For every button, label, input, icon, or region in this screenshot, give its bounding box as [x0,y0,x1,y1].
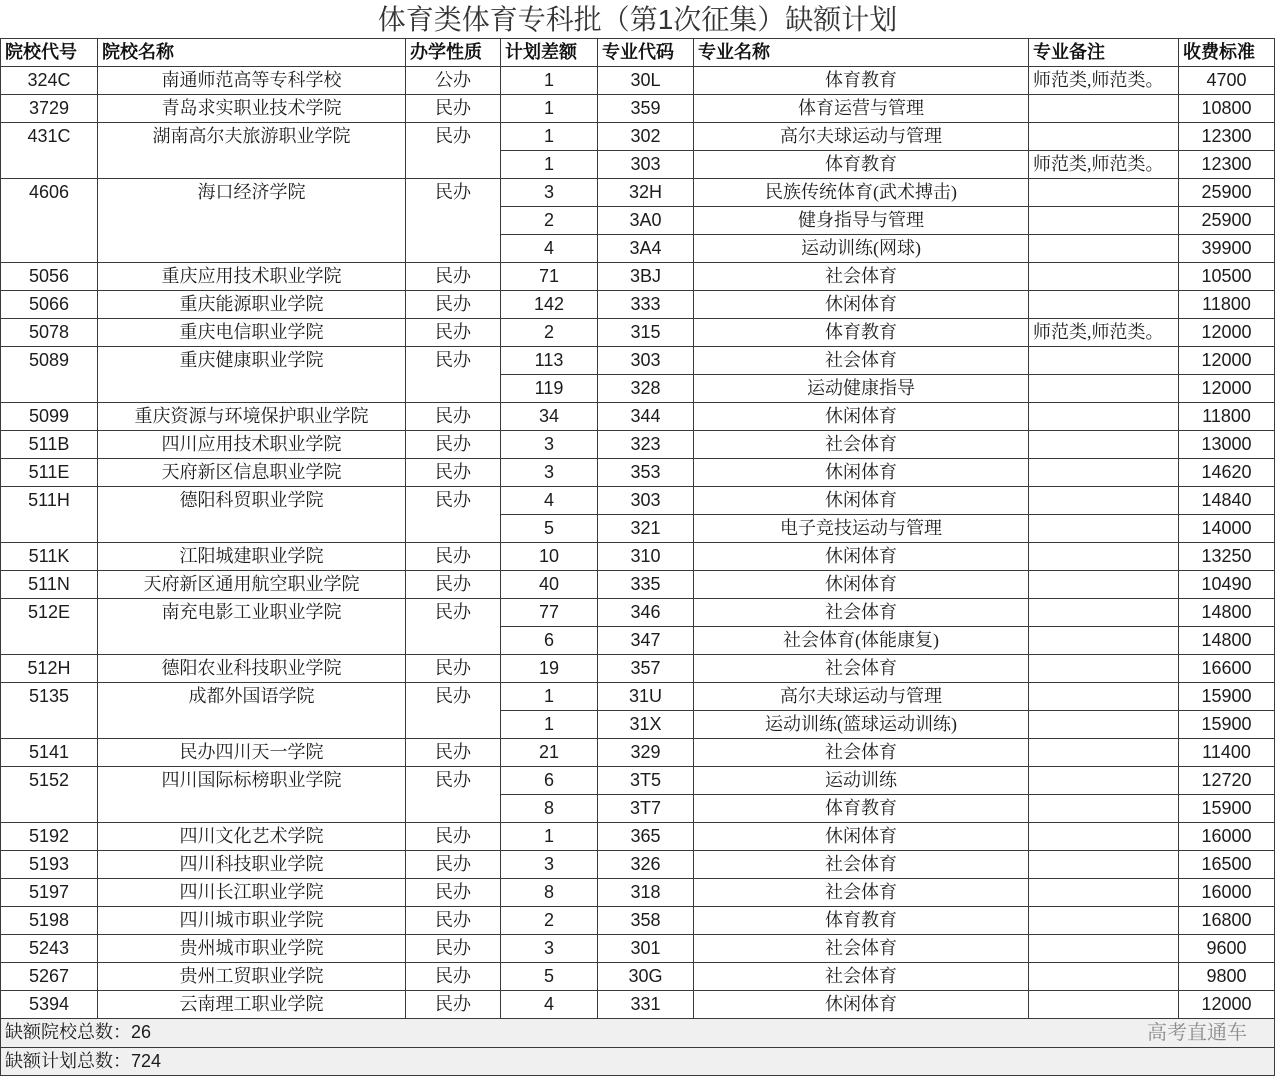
major-name-cell: 体育教育 [694,67,1029,95]
major-name-cell: 社会体育 [694,599,1029,627]
header-school-code: 院校代号 [1,39,98,67]
school-type-cell: 民办 [406,963,501,991]
school-name-cell: 青岛求实职业技术学院 [98,95,406,123]
major-code-cell: 318 [598,879,694,907]
school-code-cell: 324C [1,67,98,95]
major-name-cell: 社会体育 [694,263,1029,291]
major-note-cell [1029,347,1179,375]
school-name-cell: 天府新区信息职业学院 [98,459,406,487]
major-note-cell [1029,851,1179,879]
fee-cell: 16600 [1179,655,1275,683]
major-name-cell: 社会体育 [694,431,1029,459]
school-name-cell: 南通师范高等专科学校 [98,67,406,95]
major-name-cell: 运动训练(网球) [694,235,1029,263]
major-code-cell: 310 [598,543,694,571]
major-name-cell: 休闲体育 [694,291,1029,319]
major-note-cell [1029,683,1179,711]
school-code-cell: 5099 [1,403,98,431]
school-type-cell: 民办 [406,823,501,851]
fee-cell: 14000 [1179,515,1275,543]
table-row [1,571,1275,599]
table-row [1,403,1275,431]
school-type-cell: 民办 [406,655,501,683]
major-note-cell: 师范类,师范类。 [1029,67,1179,95]
school-type-cell: 民办 [406,431,501,459]
table-row [1,823,1275,851]
fee-cell: 15900 [1179,711,1275,739]
total-schools-label: 缺额院校总数： [5,1022,131,1042]
school-type-cell: 民办 [406,459,501,487]
major-name-cell: 电子竞技运动与管理 [694,515,1029,543]
plan-gap-cell: 1 [501,67,598,95]
table-row [1,543,1275,571]
plan-gap-cell: 2 [501,319,598,347]
table-row [1,431,1275,459]
major-code-cell: 335 [598,571,694,599]
table-row [1,123,1275,151]
major-name-cell: 社会体育 [694,347,1029,375]
major-note-cell [1029,403,1179,431]
major-name-cell: 社会体育 [694,879,1029,907]
major-note-cell [1029,123,1179,151]
total-plans-value: 724 [131,1051,162,1071]
fee-cell: 14620 [1179,459,1275,487]
major-note-cell [1029,375,1179,403]
major-name-cell: 健身指导与管理 [694,207,1029,235]
major-code-cell: 359 [598,95,694,123]
school-code-cell: 511K [1,543,98,571]
header-school-name: 院校名称 [98,39,406,67]
page-title: 体育类体育专科批（第1次征集）缺额计划 [377,4,898,35]
major-code-cell: 347 [598,627,694,655]
major-note-cell [1029,95,1179,123]
table-row [1,263,1275,291]
major-note-cell [1029,739,1179,767]
school-type-cell: 民办 [406,935,501,963]
plan-gap-cell: 1 [501,123,598,151]
school-name-cell: 重庆电信职业学院 [98,319,406,347]
major-code-cell: 346 [598,599,694,627]
school-type-cell: 民办 [406,319,501,347]
table-row [1,683,1275,711]
plan-gap-cell: 2 [501,907,598,935]
school-code-cell: 5267 [1,963,98,991]
school-type-cell: 民办 [406,767,501,823]
fee-cell: 10490 [1179,571,1275,599]
table-row [1,459,1275,487]
table-row [1,291,1275,319]
plan-gap-cell: 40 [501,571,598,599]
total-schools-value: 26 [131,1022,152,1042]
fee-cell: 10800 [1179,95,1275,123]
major-note-cell: 师范类,师范类。 [1029,151,1179,179]
fee-cell: 16000 [1179,823,1275,851]
school-type-cell: 民办 [406,599,501,655]
major-name-cell: 体育教育 [694,907,1029,935]
fee-cell: 16000 [1179,879,1275,907]
school-code-cell: 3729 [1,95,98,123]
footer-row-plans [1,1048,1275,1076]
school-type-cell: 民办 [406,487,501,543]
school-code-cell: 4606 [1,179,98,263]
school-name-cell: 德阳科贸职业学院 [98,487,406,543]
plan-gap-cell: 1 [501,683,598,711]
fee-cell: 13000 [1179,431,1275,459]
school-name-cell: 贵州工贸职业学院 [98,963,406,991]
fee-cell: 12300 [1179,151,1275,179]
plan-gap-cell: 3 [501,459,598,487]
major-code-cell: 326 [598,851,694,879]
school-code-cell: 511E [1,459,98,487]
school-type-cell: 民办 [406,879,501,907]
table-row [1,907,1275,935]
school-code-cell: 512H [1,655,98,683]
plan-gap-cell: 1 [501,95,598,123]
major-note-cell [1029,291,1179,319]
major-name-cell: 民族传统体育(武术搏击) [694,179,1029,207]
fee-cell: 14800 [1179,627,1275,655]
major-note-cell [1029,711,1179,739]
plan-gap-cell: 19 [501,655,598,683]
major-code-cell: 301 [598,935,694,963]
school-code-cell: 5078 [1,319,98,347]
major-note-cell [1029,991,1179,1019]
major-name-cell: 社会体育 [694,655,1029,683]
school-code-cell: 5089 [1,347,98,403]
fee-cell: 13250 [1179,543,1275,571]
major-name-cell: 体育教育 [694,319,1029,347]
fee-cell: 9600 [1179,935,1275,963]
major-code-cell: 31X [598,711,694,739]
major-note-cell [1029,235,1179,263]
major-code-cell: 358 [598,907,694,935]
total-plans-cell [1,1048,1275,1076]
school-name-cell: 湖南高尔夫旅游职业学院 [98,123,406,179]
school-name-cell: 重庆能源职业学院 [98,291,406,319]
major-name-cell: 社会体育 [694,739,1029,767]
major-note-cell [1029,179,1179,207]
major-name-cell: 休闲体育 [694,823,1029,851]
school-name-cell: 四川国际标榜职业学院 [98,767,406,823]
major-note-cell [1029,263,1179,291]
school-type-cell: 民办 [406,543,501,571]
school-code-cell: 5243 [1,935,98,963]
school-name-cell: 四川科技职业学院 [98,851,406,879]
plan-gap-cell: 5 [501,515,598,543]
plan-gap-cell: 77 [501,599,598,627]
plan-gap-cell: 34 [501,403,598,431]
table-row [1,179,1275,207]
school-code-cell: 5066 [1,291,98,319]
major-name-cell: 休闲体育 [694,459,1029,487]
school-type-cell: 民办 [406,739,501,767]
plan-gap-cell: 3 [501,431,598,459]
table-row [1,991,1275,1019]
plan-gap-cell: 3 [501,851,598,879]
fee-cell: 4700 [1179,67,1275,95]
plan-gap-cell: 113 [501,347,598,375]
table-row [1,599,1275,627]
school-code-cell: 5152 [1,767,98,823]
plan-gap-cell: 2 [501,207,598,235]
major-note-cell [1029,571,1179,599]
major-name-cell: 体育教育 [694,151,1029,179]
major-note-cell [1029,963,1179,991]
plan-gap-cell: 4 [501,991,598,1019]
major-code-cell: 3BJ [598,263,694,291]
major-code-cell: 3T7 [598,795,694,823]
header-fee: 收费标准 [1179,39,1275,67]
school-name-cell: 德阳农业科技职业学院 [98,655,406,683]
major-code-cell: 303 [598,151,694,179]
school-type-cell: 公办 [406,67,501,95]
major-note-cell [1029,431,1179,459]
fee-cell: 12720 [1179,767,1275,795]
footer-row-schools [1,1019,1275,1048]
major-code-cell: 302 [598,123,694,151]
major-code-cell: 30G [598,963,694,991]
table-row [1,935,1275,963]
fee-cell: 11800 [1179,291,1275,319]
table-row [1,851,1275,879]
plan-gap-cell: 8 [501,879,598,907]
plan-gap-cell: 119 [501,375,598,403]
major-code-cell: 344 [598,403,694,431]
major-code-cell: 303 [598,487,694,515]
fee-cell: 11800 [1179,403,1275,431]
major-note-cell [1029,515,1179,543]
fee-cell: 10500 [1179,263,1275,291]
fee-cell: 12000 [1179,319,1275,347]
major-code-cell: 3A4 [598,235,694,263]
table-row [1,95,1275,123]
school-type-cell: 民办 [406,403,501,431]
school-name-cell: 南充电影工业职业学院 [98,599,406,655]
major-name-cell: 休闲体育 [694,543,1029,571]
major-name-cell: 休闲体育 [694,991,1029,1019]
plan-gap-cell: 6 [501,627,598,655]
major-note-cell [1029,935,1179,963]
major-note-cell [1029,655,1179,683]
major-code-cell: 30L [598,67,694,95]
fee-cell: 14840 [1179,487,1275,515]
major-note-cell [1029,543,1179,571]
table-row [1,767,1275,795]
major-note-cell [1029,767,1179,795]
fee-cell: 16500 [1179,851,1275,879]
major-code-cell: 323 [598,431,694,459]
school-type-cell: 民办 [406,263,501,291]
major-name-cell: 社会体育 [694,935,1029,963]
major-name-cell: 体育运营与管理 [694,95,1029,123]
school-name-cell: 天府新区通用航空职业学院 [98,571,406,599]
fee-cell: 12000 [1179,991,1275,1019]
header-major-code: 专业代码 [598,39,694,67]
school-name-cell: 重庆应用技术职业学院 [98,263,406,291]
major-note-cell [1029,795,1179,823]
fee-cell: 12000 [1179,375,1275,403]
school-code-cell: 512E [1,599,98,655]
fee-cell: 16800 [1179,907,1275,935]
plan-gap-cell: 1 [501,823,598,851]
fee-cell: 9800 [1179,963,1275,991]
school-code-cell: 5198 [1,907,98,935]
school-type-cell: 民办 [406,95,501,123]
major-name-cell: 休闲体育 [694,403,1029,431]
fee-cell: 15900 [1179,795,1275,823]
major-code-cell: 328 [598,375,694,403]
plan-gap-cell: 3 [501,179,598,207]
plan-gap-cell: 8 [501,795,598,823]
fee-cell: 14800 [1179,599,1275,627]
fee-cell: 12000 [1179,347,1275,375]
plan-gap-cell: 10 [501,543,598,571]
table-row [1,347,1275,375]
major-code-cell: 357 [598,655,694,683]
total-schools-cell [1,1019,1275,1048]
plan-gap-cell: 3 [501,935,598,963]
school-type-cell: 民办 [406,347,501,403]
school-code-cell: 511H [1,487,98,543]
plan-gap-cell: 4 [501,235,598,263]
school-code-cell: 5394 [1,991,98,1019]
major-note-cell [1029,207,1179,235]
school-code-cell: 5135 [1,683,98,739]
plan-table [0,38,1275,1076]
major-code-cell: 315 [598,319,694,347]
school-type-cell: 民办 [406,291,501,319]
school-code-cell: 511B [1,431,98,459]
plan-gap-cell: 1 [501,711,598,739]
school-name-cell: 重庆健康职业学院 [98,347,406,403]
major-code-cell: 353 [598,459,694,487]
fee-cell: 11400 [1179,739,1275,767]
fee-cell: 39900 [1179,235,1275,263]
major-code-cell: 329 [598,739,694,767]
table-header-row [1,39,1275,67]
major-code-cell: 3T5 [598,767,694,795]
school-type-cell: 民办 [406,123,501,179]
major-note-cell [1029,487,1179,515]
major-note-cell [1029,459,1179,487]
school-type-cell: 民办 [406,571,501,599]
school-type-cell: 民办 [406,907,501,935]
major-note-cell [1029,627,1179,655]
major-name-cell: 休闲体育 [694,487,1029,515]
school-name-cell: 成都外国语学院 [98,683,406,739]
header-school-type: 办学性质 [406,39,501,67]
school-name-cell: 民办四川天一学院 [98,739,406,767]
table-row [1,487,1275,515]
school-type-cell: 民办 [406,851,501,879]
major-name-cell: 高尔夫球运动与管理 [694,683,1029,711]
school-name-cell: 江阳城建职业学院 [98,543,406,571]
school-code-cell: 5197 [1,879,98,907]
major-name-cell: 社会体育 [694,851,1029,879]
total-plans-label: 缺额计划总数： [5,1051,131,1071]
school-type-cell: 民办 [406,991,501,1019]
major-note-cell [1029,823,1179,851]
fee-cell: 25900 [1179,179,1275,207]
school-name-cell: 四川城市职业学院 [98,907,406,935]
plan-gap-cell: 1 [501,151,598,179]
major-name-cell: 运动训练(篮球运动训练) [694,711,1029,739]
plan-gap-cell: 6 [501,767,598,795]
school-code-cell: 5192 [1,823,98,851]
school-code-cell: 511N [1,571,98,599]
major-name-cell: 社会体育 [694,963,1029,991]
major-code-cell: 31U [598,683,694,711]
major-name-cell: 休闲体育 [694,571,1029,599]
school-name-cell: 四川长江职业学院 [98,879,406,907]
table-row [1,879,1275,907]
school-code-cell: 5193 [1,851,98,879]
plan-gap-cell: 5 [501,963,598,991]
header-major-name: 专业名称 [694,39,1029,67]
major-code-cell: 331 [598,991,694,1019]
school-name-cell: 四川文化艺术学院 [98,823,406,851]
major-note-cell [1029,879,1179,907]
header-major-note: 专业备注 [1029,39,1179,67]
major-note-cell [1029,599,1179,627]
plan-gap-cell: 21 [501,739,598,767]
plan-gap-cell: 71 [501,263,598,291]
major-code-cell: 333 [598,291,694,319]
fee-cell: 15900 [1179,683,1275,711]
table-row [1,963,1275,991]
major-code-cell: 303 [598,347,694,375]
table-body [1,67,1275,1019]
school-code-cell: 5141 [1,739,98,767]
school-name-cell: 重庆资源与环境保护职业学院 [98,403,406,431]
table-row [1,67,1275,95]
school-name-cell: 海口经济学院 [98,179,406,263]
school-type-cell: 民办 [406,683,501,739]
fee-cell: 25900 [1179,207,1275,235]
school-name-cell: 云南理工职业学院 [98,991,406,1019]
major-name-cell: 运动健康指导 [694,375,1029,403]
table-row [1,319,1275,347]
major-code-cell: 365 [598,823,694,851]
school-code-cell: 431C [1,123,98,179]
major-name-cell: 高尔夫球运动与管理 [694,123,1029,151]
header-plan-gap: 计划差额 [501,39,598,67]
major-name-cell: 体育教育 [694,795,1029,823]
major-name-cell: 运动训练 [694,767,1029,795]
major-code-cell: 3A0 [598,207,694,235]
major-code-cell: 32H [598,179,694,207]
school-name-cell: 四川应用技术职业学院 [98,431,406,459]
table-row [1,655,1275,683]
plan-gap-cell: 142 [501,291,598,319]
school-name-cell: 贵州城市职业学院 [98,935,406,963]
major-note-cell: 师范类,师范类。 [1029,319,1179,347]
fee-cell: 12300 [1179,123,1275,151]
plan-gap-cell: 4 [501,487,598,515]
school-type-cell: 民办 [406,179,501,263]
major-code-cell: 321 [598,515,694,543]
major-note-cell [1029,907,1179,935]
school-code-cell: 5056 [1,263,98,291]
table-row [1,739,1275,767]
major-name-cell: 社会体育(体能康复) [694,627,1029,655]
watermark: 高考直通车 [1147,1022,1247,1044]
